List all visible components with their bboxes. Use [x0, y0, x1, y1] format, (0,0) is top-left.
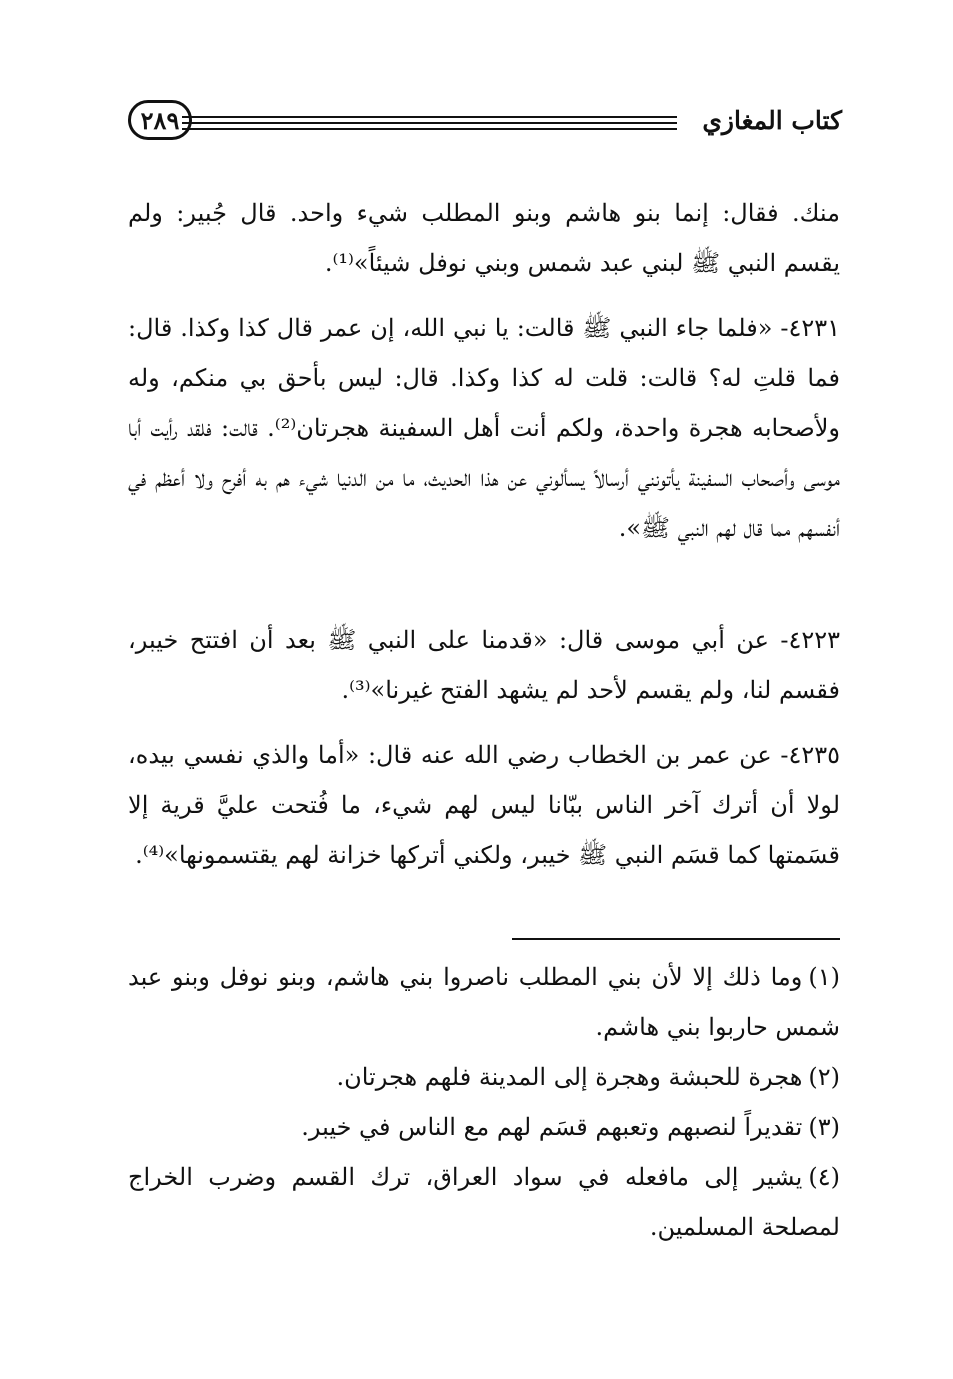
header-rule: [182, 116, 677, 130]
footnote-text: هجرة للحبشة وهجرة إلى المدينة فلهم هجرتان.: [336, 1063, 803, 1091]
footnote-text: وما ذلك إلا لأن بني المطلب ناصروا بني هاشم، وبنو نوفل وبنو عبد شمس حاربوا بني هاشم.: [128, 963, 840, 1041]
footnote-number: (١): [808, 963, 840, 991]
footnote-text: تقديراً لنصبهم وتعبهم قسَم لهم مع الناس في خيبر.: [301, 1113, 803, 1141]
paragraph-text: ٤٢٢٣- عن أبي موسى قال: «قدمنا على النبي ﷺ بعد أن افتتح خيبر، فقسم لنا، ولم يقسم لأحد لم يشهد الفتح غيرنا»⁽³⁾.: [128, 626, 840, 704]
footnote-3: [128, 1102, 840, 1152]
paragraph-text: ٤٢٣٥- عن عمر بن الخطاب رضي الله عنه قال: «أما والذي نفسي بيده، لولا أن أترك آخر الناس ببّانا ليس لهم شيء، ما فُتحت عليَّ قرية إلا قسَمتها كما قسَم النبي ﷺ خيبر، ولكني أتركها خزانة لهم يقتسمونها»⁽⁴⁾.: [128, 741, 840, 869]
page-header: [122, 100, 842, 150]
paragraph-text: ٤٢٣١- «فلما جاء النبي ﷺ قالت: يا نبي الله، إن عمر قال كذا وكذا. قال: فما قلتِ له؟ قالت: قلت له كذا وكذا. قال: ليس بأحق بي منكم، وله ولأصحابه هجرة واحدة، ولكم أنت أهل السفينة هجرتان⁽²⁾. قالت: فلقد رأيت أبا موسى وأصحاب السفينة يأتونني أرسالاً يسألوني عن هذا الحديث، ما من الدنيا شيء هم به أفرح ولا أعظم في أنفسهم مما قال لهم النبي ﷺ».: [128, 314, 841, 542]
footnote-text: يشير إلى مافعله في سواد العراق، ترك القسم وضرب الخراج لمصلحة المسلمين.: [128, 1163, 840, 1241]
footnote-number: (٣): [808, 1113, 840, 1141]
footnote-number: (٤): [808, 1163, 840, 1191]
hadith-4235: [128, 730, 840, 880]
footnote-4: [128, 1152, 840, 1252]
paragraph-text: منك. فقال: إنما بنو هاشم وبنو المطلب شيء واحد. قال جُبير: ولم يقسم النبي ﷺ لبني عبد شمس وبني نوفل شيئاً»⁽¹⁾.: [128, 199, 841, 277]
footnote-1: [128, 952, 840, 1052]
footnotes: [128, 952, 840, 1252]
hadith-4231: [128, 303, 840, 553]
chapter-title: كتاب المغازي: [702, 106, 842, 135]
footnote-number: (٢): [808, 1063, 840, 1091]
page-number: ٢٨٩: [128, 100, 192, 140]
hadith-4223: [128, 615, 840, 715]
paragraph-1: [128, 188, 840, 288]
footnote-2: [128, 1052, 840, 1102]
footnote-divider: [512, 938, 840, 940]
